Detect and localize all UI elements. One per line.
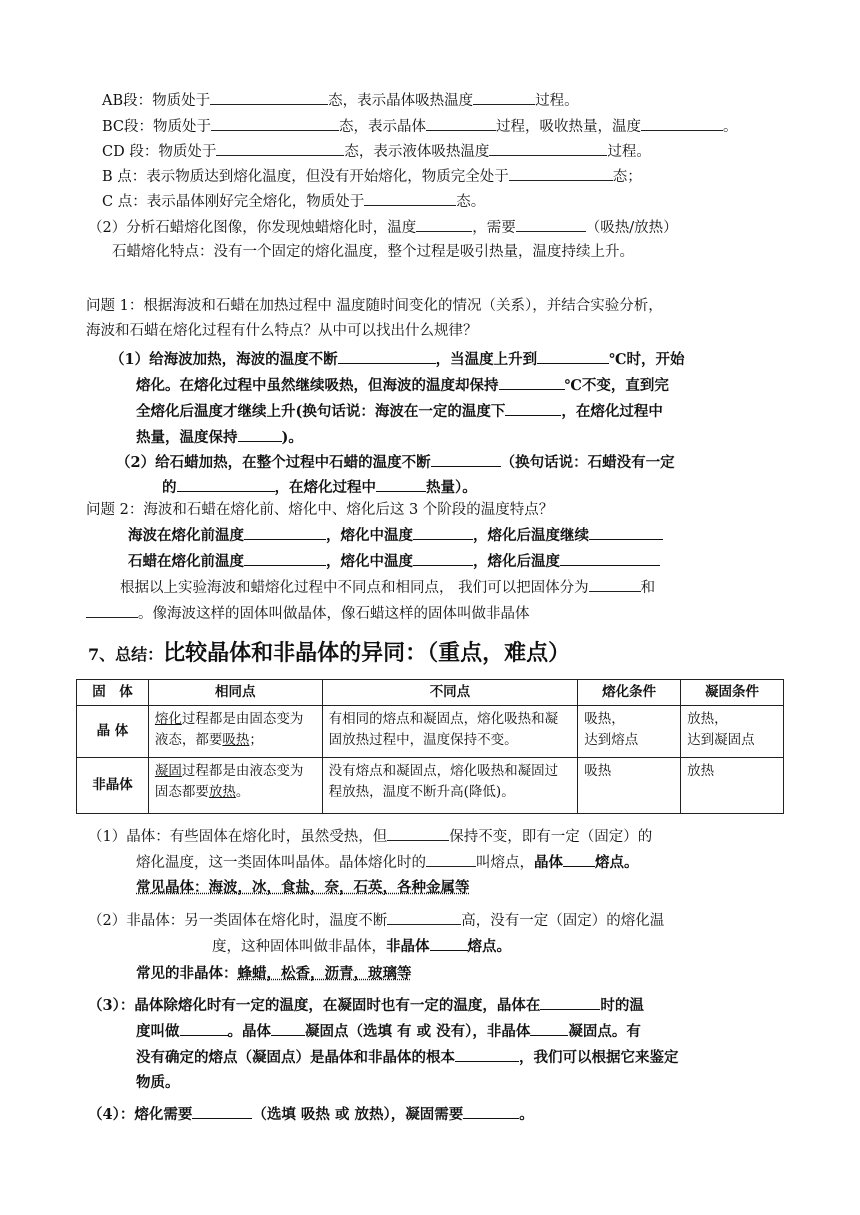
common-amorphous-label: 常见的非晶体：	[136, 965, 238, 982]
point-c-line	[102, 191, 485, 212]
wax-analysis-line	[88, 217, 678, 238]
note-3-line-4: 物质。	[136, 1074, 180, 1091]
q1-p2-text-a: （2）给石蜡加热，在整个过程中石蜡的温度不断	[116, 454, 431, 471]
blank[interactable]	[473, 90, 535, 105]
crystal-solid-1: 放热，	[687, 711, 728, 727]
blank[interactable]	[426, 852, 476, 867]
summary-heading	[88, 636, 570, 667]
blank[interactable]	[376, 477, 426, 492]
bc-segment-line	[102, 116, 738, 137]
point-b-text-1: B 点：表示物质达到熔化温度，但没有开始熔化，物质完全处于	[102, 169, 509, 185]
note-1-text-f: 熔点。	[595, 854, 639, 871]
blank[interactable]	[271, 1021, 305, 1036]
cd-text-3: 过程。	[607, 144, 651, 160]
classification-text-c: 。像海波这样的固体叫做晶体，像石蜡这样的固体叫做非晶体	[138, 606, 530, 622]
header-solidifying-condition: 凝固条件	[681, 680, 784, 706]
table-row	[77, 758, 784, 814]
note-3-line-3	[136, 1047, 679, 1068]
crystal-differences: 有相同的熔点和凝固点，熔化吸热和凝固放热过程中，温度保持不变。	[322, 706, 578, 758]
wax-text-3: （吸热/放热）	[585, 220, 678, 236]
classification-text-b: 和	[640, 580, 656, 596]
note-1-line-1	[88, 826, 652, 847]
classification-line-2	[86, 603, 530, 624]
blank[interactable]	[505, 401, 561, 416]
note-3-line-2	[136, 1021, 641, 1042]
blank[interactable]	[530, 1021, 568, 1036]
summary-title: 比较晶体和非晶体的异同：（重点，难点）	[163, 640, 571, 666]
note-2-text-d: 非晶体	[386, 938, 430, 955]
question-2-line: 问题 2：海波和石蜡在熔化前、熔化中、熔化后这 3 个阶段的温度特点？	[86, 502, 554, 518]
bc-text-1: BC段：物质处于	[102, 119, 212, 135]
q1-p1-line-4	[136, 427, 303, 448]
blank[interactable]	[238, 427, 282, 442]
crystal-melting-condition	[578, 706, 681, 758]
q1-p2-text-c: 的	[162, 479, 177, 496]
q1-p1-text-d: 熔化。在熔化过程中虽然继续吸热，但海波的温度却保持	[136, 377, 499, 394]
wax-temp-text-a: 石蜡在熔化前温度	[128, 553, 244, 570]
classification-text-a: 根据以上实验海波和蜡熔化过程中不同点和相同点， 我们可以把固体分为	[120, 580, 589, 596]
blank[interactable]	[413, 525, 473, 540]
crystal-melt-1: 吸热，	[584, 711, 625, 727]
q1-p1-text-g: ，在熔化过程中	[561, 403, 663, 420]
common-amorphous-items: 蜂蜡，松香，沥青，玻璃等	[237, 965, 412, 982]
q1-p2-text-d: ，在熔化过程中	[274, 479, 376, 496]
cd-segment-line	[102, 141, 651, 162]
blank[interactable]	[216, 141, 344, 156]
point-c-text-1: C 点：表示晶体刚好完全熔化，物质处于	[102, 194, 365, 210]
q1-p1-text-e: ℃不变，直到完	[564, 377, 669, 394]
comparison-table	[76, 679, 784, 814]
blank[interactable]	[192, 1104, 252, 1119]
note-2-line-1	[88, 910, 664, 931]
wax-temp-text-c: ，熔化后温度	[473, 553, 560, 570]
ab-text-3: 过程。	[535, 93, 579, 109]
note-3-text-b: 时的温	[600, 997, 644, 1014]
crystal-melt-2: 达到熔点	[584, 732, 639, 748]
amorphous-same-keyword: 凝固	[154, 763, 182, 779]
crystal-same-keyword-2: 吸热	[222, 732, 250, 748]
note-1-text-d: 叫熔点，	[476, 855, 534, 871]
crystal-same-end: ；	[249, 732, 263, 748]
q1-p2-line-2	[162, 477, 477, 498]
table-row	[77, 706, 784, 758]
summary-number: 7、总结：	[88, 645, 164, 664]
cd-text-1: CD 段：物质处于	[102, 144, 217, 160]
note-3-line-1	[88, 995, 644, 1016]
wax-temperature-line	[128, 551, 660, 572]
note-1-text-e: 晶体	[534, 854, 563, 871]
classification-line-1	[120, 577, 655, 598]
blank[interactable]	[509, 166, 613, 181]
blank[interactable]	[589, 577, 641, 592]
note-3-text-c: 度叫做	[136, 1023, 180, 1040]
blank[interactable]	[589, 525, 663, 540]
point-b-text-2: 态；	[612, 169, 642, 185]
q1-p1-text-i: )。	[281, 429, 303, 446]
blank[interactable]	[180, 1021, 228, 1036]
point-b-line	[102, 166, 642, 187]
blank[interactable]	[244, 551, 326, 566]
note-1-text-c: 熔化温度，这一类固体叫晶体。晶体熔化时的	[136, 855, 426, 871]
ab-text-1: AB段：物质处于	[102, 93, 211, 109]
haibo-text-a: 海波在熔化前温度	[128, 527, 244, 544]
blank[interactable]	[540, 995, 600, 1010]
crystal-solid-2: 达到凝固点	[687, 732, 755, 748]
haibo-temperature-line	[128, 525, 663, 546]
wax-text-2: ，需要	[472, 220, 516, 236]
common-crystals	[136, 878, 470, 898]
header-differences: 不同点	[322, 680, 578, 706]
amorphous-solidifying-condition: 放热	[681, 758, 784, 814]
q1-p2-line-1	[116, 452, 675, 473]
blank[interactable]	[413, 551, 473, 566]
blank[interactable]	[489, 141, 607, 156]
blank[interactable]	[516, 217, 586, 232]
common-amorphous	[136, 964, 412, 984]
note-4-line	[88, 1104, 534, 1125]
note-1-line-2	[136, 852, 639, 873]
note-2-text-c: 度，这种固体叫做非晶体，	[212, 939, 386, 955]
blank[interactable]	[338, 349, 436, 364]
point-c-text-2: 态。	[456, 194, 486, 210]
q1-p1-line-2	[136, 375, 669, 396]
note-1-text-b: 保持不变，即有一定（固定）的	[449, 829, 653, 845]
wax-text-1: （2）分析石蜡熔化图像，你发现烛蜡熔化时，温度	[88, 220, 417, 236]
q1-p1-text-b: ，当温度上升到	[435, 351, 538, 368]
amorphous-similarities	[148, 758, 322, 814]
table-header-row	[77, 680, 784, 706]
blank[interactable]	[426, 116, 496, 131]
wax-temp-text-b: ，熔化中温度	[326, 553, 413, 570]
q1-p1-line-1	[110, 349, 684, 370]
q1-p1-text-c: ℃时，开始	[609, 351, 685, 368]
note-3-text-g: 没有确定的熔点（凝固点）是晶体和非晶体的根本	[136, 1049, 455, 1066]
blank[interactable]	[387, 826, 449, 841]
blank[interactable]	[431, 452, 501, 467]
bc-text-2: 态，表示晶体	[339, 119, 427, 135]
q1-p1-text-f: 全熔化后温度才继续上升(换句话说：海波在一定的温度下	[136, 403, 506, 420]
blank[interactable]	[537, 349, 609, 364]
haibo-text-c: ，熔化后温度继续	[473, 527, 589, 544]
q1-p1-text-h: 热量，温度保持	[136, 429, 238, 446]
blank[interactable]	[430, 936, 468, 951]
note-2-text-e: 熔点。	[467, 938, 511, 955]
crystal-same-keyword: 熔化	[154, 711, 182, 727]
note-3-text-a: （3）：晶体除熔化时有一定的温度，在凝固时也有一定的温度，晶体在	[88, 997, 541, 1014]
note-3-text-d: 。晶体	[227, 1023, 271, 1040]
note-3-text-e: 凝固点（选填 有 或 没有），非晶体	[305, 1023, 531, 1040]
note-4-text-a: （4）：熔化需要	[88, 1106, 193, 1123]
q1-p2-text-b: （换句话说：石蜡没有一定	[500, 454, 675, 471]
note-3-text-f: 凝固点。有	[568, 1023, 641, 1040]
header-similarities: 相同点	[148, 680, 322, 706]
note-3-text-h: ，我们可以根据它来鉴定	[519, 1049, 679, 1066]
header-solid: 固 体	[77, 680, 149, 706]
header-melting-condition: 熔化条件	[578, 680, 681, 706]
crystal-same-text: 过程都是由固态变为液态，都要	[154, 711, 304, 748]
blank[interactable]	[641, 116, 723, 131]
note-2-line-2	[212, 936, 511, 957]
ab-text-2: 态，表示晶体吸热温度	[328, 93, 474, 109]
blank[interactable]	[455, 1047, 519, 1062]
haibo-text-b: ，熔化中温度	[326, 527, 413, 544]
q1-p2-text-e: 热量）。	[426, 479, 477, 496]
bc-text-4: 。	[723, 119, 738, 135]
wax-feature-line: 石蜡熔化特点：没有一个固定的熔化温度，整个过程是吸引热量，温度持续上升。	[112, 244, 634, 260]
crystal-similarities	[148, 706, 322, 758]
blank[interactable]	[563, 852, 595, 867]
blank[interactable]	[210, 90, 328, 105]
note-4-text-b: （选填 吸热 或 放热），凝固需要	[252, 1106, 464, 1123]
blank[interactable]	[463, 1104, 519, 1119]
blank[interactable]	[416, 217, 472, 232]
q1-p1-line-3	[136, 401, 663, 422]
row-header-amorphous: 非晶体	[77, 758, 149, 814]
amorphous-differences: 没有熔点和凝固点，熔化吸热和凝固过程放热，温度不断升高(降低)。	[322, 758, 578, 814]
note-1-text-a: （1）晶体：有些固体在熔化时，虽然受热，但	[88, 829, 388, 845]
note-2-text-a: （2）非晶体：另一类固体在熔化时，温度不断	[88, 913, 388, 929]
blank[interactable]	[177, 477, 275, 492]
note-2-text-b: 高，没有一定（固定）的熔化温	[461, 913, 665, 929]
amorphous-same-text: 过程都是由液态变为固态都要	[154, 763, 304, 800]
blank[interactable]	[364, 191, 456, 206]
cd-text-2: 态，表示液体吸热温度	[344, 144, 490, 160]
blank[interactable]	[211, 116, 339, 131]
blank[interactable]	[560, 551, 660, 566]
blank[interactable]	[387, 910, 461, 925]
crystal-solidifying-condition	[681, 706, 784, 758]
amorphous-same-keyword-2: 放热	[208, 784, 236, 800]
blank[interactable]	[499, 375, 565, 390]
note-4-text-c: 。	[519, 1106, 534, 1123]
blank[interactable]	[86, 603, 138, 618]
amorphous-melting-condition: 吸热	[578, 758, 681, 814]
question-1-line-2: 海波和石蜡在熔化过程有什么特点？从中可以找出什么规律？	[86, 323, 478, 339]
row-header-crystal: 晶 体	[77, 706, 149, 758]
question-1-line-1: 问题 1：根据海波和石蜡在加热过程中 温度随时间变化的情况（关系），并结合实验分析，	[86, 298, 663, 314]
amorphous-same-end: 。	[235, 784, 250, 800]
ab-segment-line	[102, 90, 579, 111]
q1-p1-text-a: （1）给海波加热，海波的温度不断	[110, 351, 338, 368]
bc-text-3: 过程，吸收热量，温度	[496, 119, 642, 135]
blank[interactable]	[244, 525, 326, 540]
common-crystals-text: 常见晶体：海波，冰，食盐，奈，石英，各种金属等	[136, 879, 470, 896]
